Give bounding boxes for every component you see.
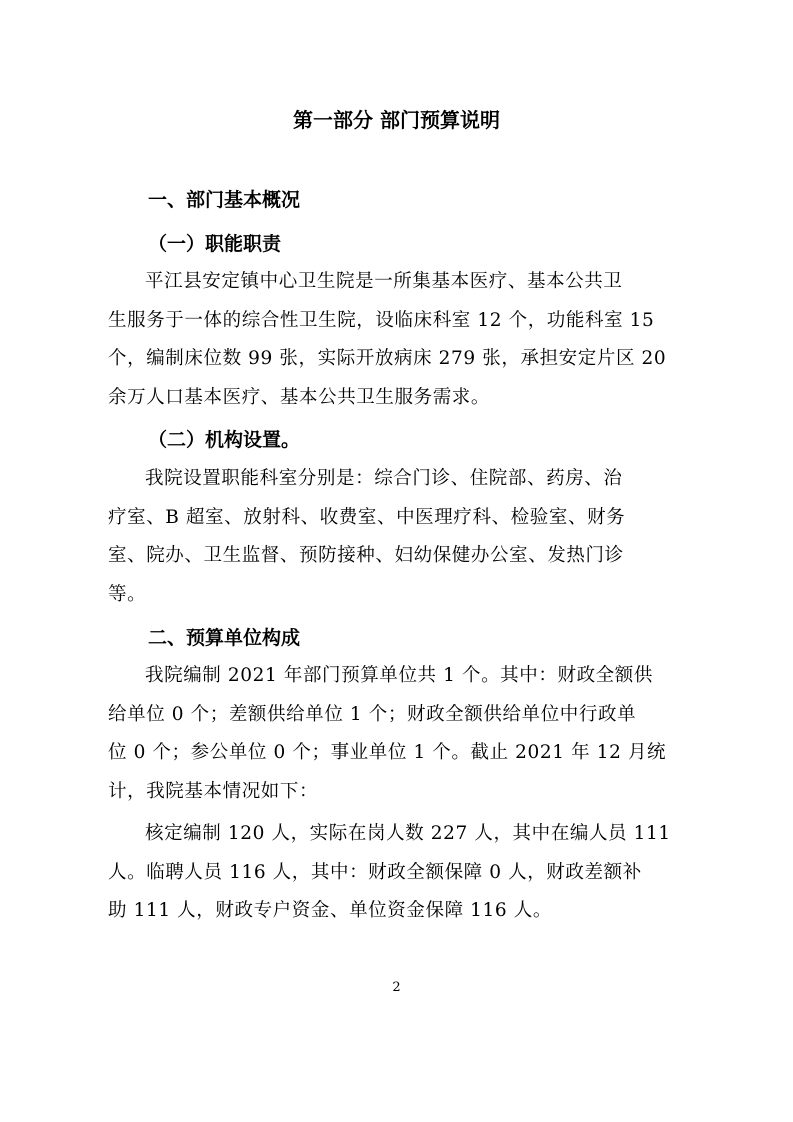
paragraph-line: 生服务于一体的综合性卫生院，设临床科室 12 个，功能科室 15	[108, 309, 655, 331]
section-heading-basic-overview: 一、部门基本概况	[148, 189, 301, 211]
paragraph-line: 余万人口基本医疗、基本公共卫生服务需求。	[108, 386, 491, 408]
paragraph-line: 疗室、B 超室、放射科、收费室、中医理疗科、检验室、财务	[108, 506, 626, 528]
paragraph-line: 室、院办、卫生监督、预防接种、妇幼保健办公室、发热门诊	[108, 545, 624, 566]
paragraph-line: 位 0 个；参公单位 0 个；事业单位 1 个。截止 2021 年 12 月统	[108, 742, 667, 763]
paragraph-line: 平江县安定镇中心卫生院是一所集基本医疗、基本公共卫	[145, 271, 623, 292]
subsection-heading-organization: （二）机构设置。	[148, 429, 301, 451]
paragraph-line: 核定编制 120 人，实际在岗人数 227 人，其中在编人员 111	[145, 823, 671, 844]
page-title: 第一部分 部门预算说明	[293, 108, 500, 132]
subsection-heading-functions: （一）职能职责	[148, 233, 282, 255]
paragraph-line: 个，编制床位数 99 张，实际开放病床 279 张，承担安定片区 20	[108, 348, 667, 369]
paragraph-functions	[108, 263, 690, 417]
paragraph-budget-units	[108, 657, 690, 811]
paragraph-line: 给单位 0 个；差额供给单位 1 个；财政全额供给单位中行政单	[108, 703, 637, 725]
paragraph-line: 我院编制 2021 年部门预算单位共 1 个。其中：财政全额供	[145, 665, 653, 686]
paragraph-line: 计，我院基本情况如下：	[108, 780, 319, 802]
paragraph-line: 等。	[108, 583, 147, 605]
paragraph-organization	[108, 460, 690, 614]
page-number: 2	[392, 980, 401, 995]
paragraph-staffing	[108, 815, 690, 931]
paragraph-line: 人。临聘人员 116 人，其中：财政全额保障 0 人，财政差额补	[108, 861, 642, 883]
paragraph-line: 我院设置职能科室分别是：综合门诊、住院部、药房、治	[145, 468, 623, 489]
paragraph-line: 助 111 人，财政专户资金、单位资金保障 116 人。	[108, 900, 552, 921]
section-heading-budget-units: 二、预算单位构成	[148, 627, 301, 649]
